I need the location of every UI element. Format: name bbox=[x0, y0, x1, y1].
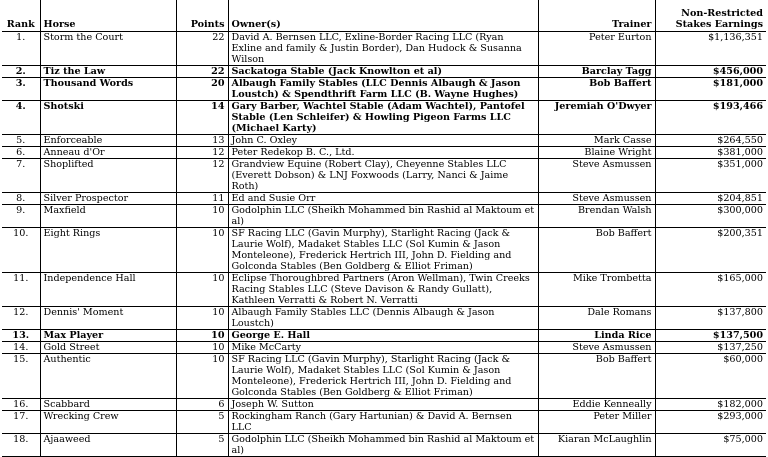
cell-trainer: Steve Asmussen bbox=[538, 192, 655, 204]
cell-horse: Storm the Court bbox=[40, 31, 176, 65]
cell-trainer: Bob Baffert bbox=[538, 227, 655, 272]
cell-horse: Thousand Words bbox=[40, 77, 176, 100]
table-row bbox=[2, 192, 766, 204]
cell-trainer: Kiaran McLaughlin bbox=[538, 433, 655, 456]
cell-points: 10 bbox=[176, 227, 228, 272]
header-earnings-line1: Non-Restricted bbox=[681, 7, 763, 19]
cell-earnings: $204,851 bbox=[655, 192, 766, 204]
cell-trainer: Brendan Walsh bbox=[538, 204, 655, 227]
table-body bbox=[2, 31, 766, 456]
cell-horse: Wrecking Crew bbox=[40, 410, 176, 433]
cell-rank: 4. bbox=[2, 100, 40, 134]
cell-horse: Dennis' Moment bbox=[40, 306, 176, 329]
cell-owner: Godolphin LLC (Sheikh Mohammed bin Rashid al Maktoum et al) bbox=[228, 433, 538, 456]
cell-earnings: $264,550 bbox=[655, 134, 766, 146]
cell-points: 10 bbox=[176, 306, 228, 329]
cell-horse: Eight Rings bbox=[40, 227, 176, 272]
cell-horse: Maxfield bbox=[40, 204, 176, 227]
cell-rank: 3. bbox=[2, 77, 40, 100]
cell-horse: Tiz the Law bbox=[40, 65, 176, 77]
cell-points: 12 bbox=[176, 146, 228, 158]
cell-rank: 16. bbox=[2, 398, 40, 410]
cell-rank: 14. bbox=[2, 341, 40, 353]
table-row bbox=[2, 146, 766, 158]
header-earnings-line2: Stakes Earnings bbox=[675, 18, 763, 30]
cell-rank: 2. bbox=[2, 65, 40, 77]
cell-earnings: $182,000 bbox=[655, 398, 766, 410]
cell-horse: Silver Prospector bbox=[40, 192, 176, 204]
cell-horse: Shoplifted bbox=[40, 158, 176, 192]
cell-points: 6 bbox=[176, 398, 228, 410]
cell-earnings: $200,351 bbox=[655, 227, 766, 272]
cell-rank: 17. bbox=[2, 410, 40, 433]
cell-points: 10 bbox=[176, 329, 228, 341]
cell-rank: 11. bbox=[2, 272, 40, 306]
cell-owner: Grandview Equine (Robert Clay), Cheyenne Stables LLC (Everett Dobson) & LNJ Foxwoods (Larry, Nanci & Jaime Roth) bbox=[228, 158, 538, 192]
cell-trainer: Barclay Tagg bbox=[538, 65, 655, 77]
cell-owner: Albaugh Family Stables (LLC Dennis Albaugh & Jason Loustch) & Spendthrift Farm LLC (B. Wayne Hughes) bbox=[228, 77, 538, 100]
cell-horse: Independence Hall bbox=[40, 272, 176, 306]
cell-owner: SF Racing LLC (Gavin Murphy), Starlight Racing (Jack & Laurie Wolf), Madaket Stables LLC (Sol Kumin & Jason Monteleone), Frederick Hertrich III, John D. Fielding and Golconda Stables (Ben Goldberg & Elliot Friman) bbox=[228, 227, 538, 272]
cell-earnings: $381,000 bbox=[655, 146, 766, 158]
table-row bbox=[2, 204, 766, 227]
cell-points: 10 bbox=[176, 272, 228, 306]
cell-earnings: $60,000 bbox=[655, 353, 766, 398]
cell-horse: Shotski bbox=[40, 100, 176, 134]
cell-earnings: $351,000 bbox=[655, 158, 766, 192]
cell-trainer: Bob Baffert bbox=[538, 77, 655, 100]
cell-points: 10 bbox=[176, 204, 228, 227]
cell-rank: 6. bbox=[2, 146, 40, 158]
table-row bbox=[2, 65, 766, 77]
table-row bbox=[2, 77, 766, 100]
cell-points: 12 bbox=[176, 158, 228, 192]
cell-points: 10 bbox=[176, 341, 228, 353]
cell-earnings: $137,800 bbox=[655, 306, 766, 329]
table-row bbox=[2, 433, 766, 456]
table-row bbox=[2, 329, 766, 341]
table-row bbox=[2, 31, 766, 65]
header-owner: Owner(s) bbox=[228, 0, 538, 31]
cell-trainer: Mike Trombetta bbox=[538, 272, 655, 306]
cell-trainer: Mark Casse bbox=[538, 134, 655, 146]
cell-earnings: $165,000 bbox=[655, 272, 766, 306]
cell-rank: 12. bbox=[2, 306, 40, 329]
cell-points: 14 bbox=[176, 100, 228, 134]
cell-rank: 8. bbox=[2, 192, 40, 204]
table-row bbox=[2, 410, 766, 433]
cell-owner: Gary Barber, Wachtel Stable (Adam Wachtel), Pantofel Stable (Len Schleifer) & Howling Pigeon Farms LLC (Michael Karty) bbox=[228, 100, 538, 134]
cell-points: 5 bbox=[176, 410, 228, 433]
header-trainer: Trainer bbox=[538, 0, 655, 31]
cell-rank: 7. bbox=[2, 158, 40, 192]
cell-trainer: Steve Asmussen bbox=[538, 158, 655, 192]
cell-owner: Peter Redekop B. C., Ltd. bbox=[228, 146, 538, 158]
cell-owner: Albaugh Family Stables LLC (Dennis Albaugh & Jason Loustch) bbox=[228, 306, 538, 329]
cell-earnings: $75,000 bbox=[655, 433, 766, 456]
cell-owner: SF Racing LLC (Gavin Murphy), Starlight Racing (Jack & Laurie Wolf), Madaket Stables LLC (Sol Kumin & Jason Monteleone), Frederick Hertrich III, John D. Fielding and Golconda Stables (Ben Goldberg & Elliot Friman) bbox=[228, 353, 538, 398]
table-row bbox=[2, 341, 766, 353]
cell-owner: Joseph W. Sutton bbox=[228, 398, 538, 410]
table-row bbox=[2, 353, 766, 398]
cell-points: 11 bbox=[176, 192, 228, 204]
table-row bbox=[2, 134, 766, 146]
cell-trainer: Bob Baffert bbox=[538, 353, 655, 398]
cell-trainer: Dale Romans bbox=[538, 306, 655, 329]
header-row bbox=[2, 0, 766, 31]
cell-trainer: Jeremiah O'Dwyer bbox=[538, 100, 655, 134]
cell-rank: 15. bbox=[2, 353, 40, 398]
cell-rank: 18. bbox=[2, 433, 40, 456]
table-row bbox=[2, 306, 766, 329]
header-points: Points bbox=[176, 0, 228, 31]
cell-points: 10 bbox=[176, 353, 228, 398]
cell-earnings: $193,466 bbox=[655, 100, 766, 134]
cell-owner: Mike McCarty bbox=[228, 341, 538, 353]
cell-owner: Eclipse Thoroughbred Partners (Aron Wellman), Twin Creeks Racing Stables LLC (Steve Davison & Randy Gullatt), Kathleen Verratti & Robert N. Verratti bbox=[228, 272, 538, 306]
cell-owner: John C. Oxley bbox=[228, 134, 538, 146]
cell-horse: Authentic bbox=[40, 353, 176, 398]
cell-rank: 1. bbox=[2, 31, 40, 65]
cell-points: 13 bbox=[176, 134, 228, 146]
header-earnings bbox=[655, 0, 766, 31]
header-rank: Rank bbox=[2, 0, 40, 31]
table-row bbox=[2, 158, 766, 192]
cell-horse: Gold Street bbox=[40, 341, 176, 353]
cell-rank: 13. bbox=[2, 329, 40, 341]
cell-points: 5 bbox=[176, 433, 228, 456]
cell-earnings: $293,000 bbox=[655, 410, 766, 433]
cell-trainer: Eddie Kenneally bbox=[538, 398, 655, 410]
table-row bbox=[2, 100, 766, 134]
table-row bbox=[2, 398, 766, 410]
cell-horse: Ajaaweed bbox=[40, 433, 176, 456]
cell-owner: George E. Hall bbox=[228, 329, 538, 341]
cell-owner: Sackatoga Stable (Jack Knowlton et al) bbox=[228, 65, 538, 77]
cell-rank: 10. bbox=[2, 227, 40, 272]
cell-earnings: $1,136,351 bbox=[655, 31, 766, 65]
cell-earnings: $300,000 bbox=[655, 204, 766, 227]
cell-rank: 5. bbox=[2, 134, 40, 146]
header-horse: Horse bbox=[40, 0, 176, 31]
cell-points: 22 bbox=[176, 31, 228, 65]
cell-trainer: Steve Asmussen bbox=[538, 341, 655, 353]
cell-horse: Max Player bbox=[40, 329, 176, 341]
cell-horse: Enforceable bbox=[40, 134, 176, 146]
cell-owner: Godolphin LLC (Sheikh Mohammed bin Rashid al Maktoum et al) bbox=[228, 204, 538, 227]
cell-points: 20 bbox=[176, 77, 228, 100]
cell-earnings: $137,250 bbox=[655, 341, 766, 353]
cell-trainer: Peter Miller bbox=[538, 410, 655, 433]
cell-trainer: Linda Rice bbox=[538, 329, 655, 341]
cell-trainer: Blaine Wright bbox=[538, 146, 655, 158]
cell-earnings: $456,000 bbox=[655, 65, 766, 77]
cell-earnings: $181,000 bbox=[655, 77, 766, 100]
cell-owner: Rockingham Ranch (Gary Hartunian) & David A. Bernsen LLC bbox=[228, 410, 538, 433]
cell-owner: Ed and Susie Orr bbox=[228, 192, 538, 204]
table-row bbox=[2, 272, 766, 306]
cell-earnings: $137,500 bbox=[655, 329, 766, 341]
cell-horse: Anneau d'Or bbox=[40, 146, 176, 158]
cell-horse: Scabbard bbox=[40, 398, 176, 410]
cell-owner: David A. Bernsen LLC, Exline-Border Racing LLC (Ryan Exline and family & Justin Border), Dan Hudock & Susanna Wilson bbox=[228, 31, 538, 65]
cell-rank: 9. bbox=[2, 204, 40, 227]
table-row bbox=[2, 227, 766, 272]
table-header bbox=[2, 0, 766, 31]
standings-table bbox=[2, 0, 766, 457]
cell-points: 22 bbox=[176, 65, 228, 77]
cell-trainer: Peter Eurton bbox=[538, 31, 655, 65]
